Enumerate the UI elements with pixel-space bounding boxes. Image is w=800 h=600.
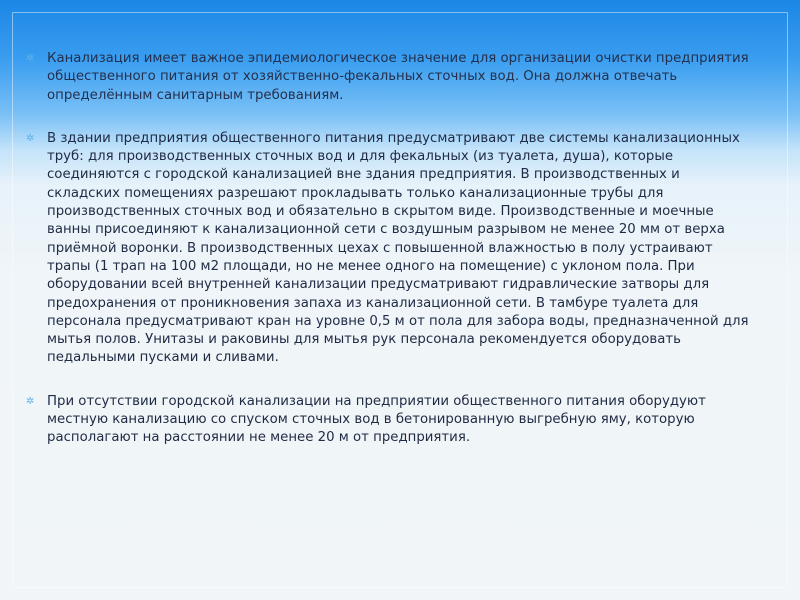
bullet-marker-icon: ✲: [26, 395, 35, 407]
bullet-marker-icon: ✲: [26, 132, 35, 144]
bullet-text-3: При отсутствии городской канализации на предприятии общественного питания оборудуют местную канализацию со спуском сточных вод в бетонированную выгребную яму, которую располагают на расстоянии не менее 20 м от предприятия.: [47, 393, 706, 446]
bullet-paragraph-1: [20, 50, 755, 105]
bullet-paragraph-3: [20, 393, 755, 448]
slide-content: [20, 50, 755, 473]
bullet-marker-icon: ✲: [26, 53, 35, 64]
bullet-text-2: В здании предприятия общественного питания предусматривают две системы канализационных труб: для производственных сточных вод и для фекальных (из туалета, душа), которые соединяются с городской канализацией вне здания предприятия. В производственных и складских помещениях разрешают прокладывать только канализационные трубы для производственных сточных вод и обязательно в скрытом виде. Производственные и моечные ванны присоединяют к канализационной сети с воздушным разрывом не менее 20 мм от верха приёмной воронки. В производственных цехах с повышенной влажностью в полу устраивают трапы (1 трап на 100 м2 площади, но не менее одного на помещение) с уклоном пола. При оборудовании всей внутренней канализации предусматривают гидравлические затворы для предохранения от проникновения запаха из канализационной сети. В тамбуре туалета для персонала предусматривают кран на уровне 0,5 м от пола для забора воды, предназначенной для мытья полов. Унитазы и раковины для мытья рук персонала рекомендуется оборудовать педальными пусками и сливами.: [47, 130, 749, 366]
bullet-text-1: Канализация имеет важное эпидемиологическое значение для организации очистки предприятия общественного питания от хозяйственно-фекальных сточных вод. Она должна отвечать определённым санитарным требованиям.: [47, 51, 749, 103]
bullet-paragraph-2: [20, 130, 755, 368]
